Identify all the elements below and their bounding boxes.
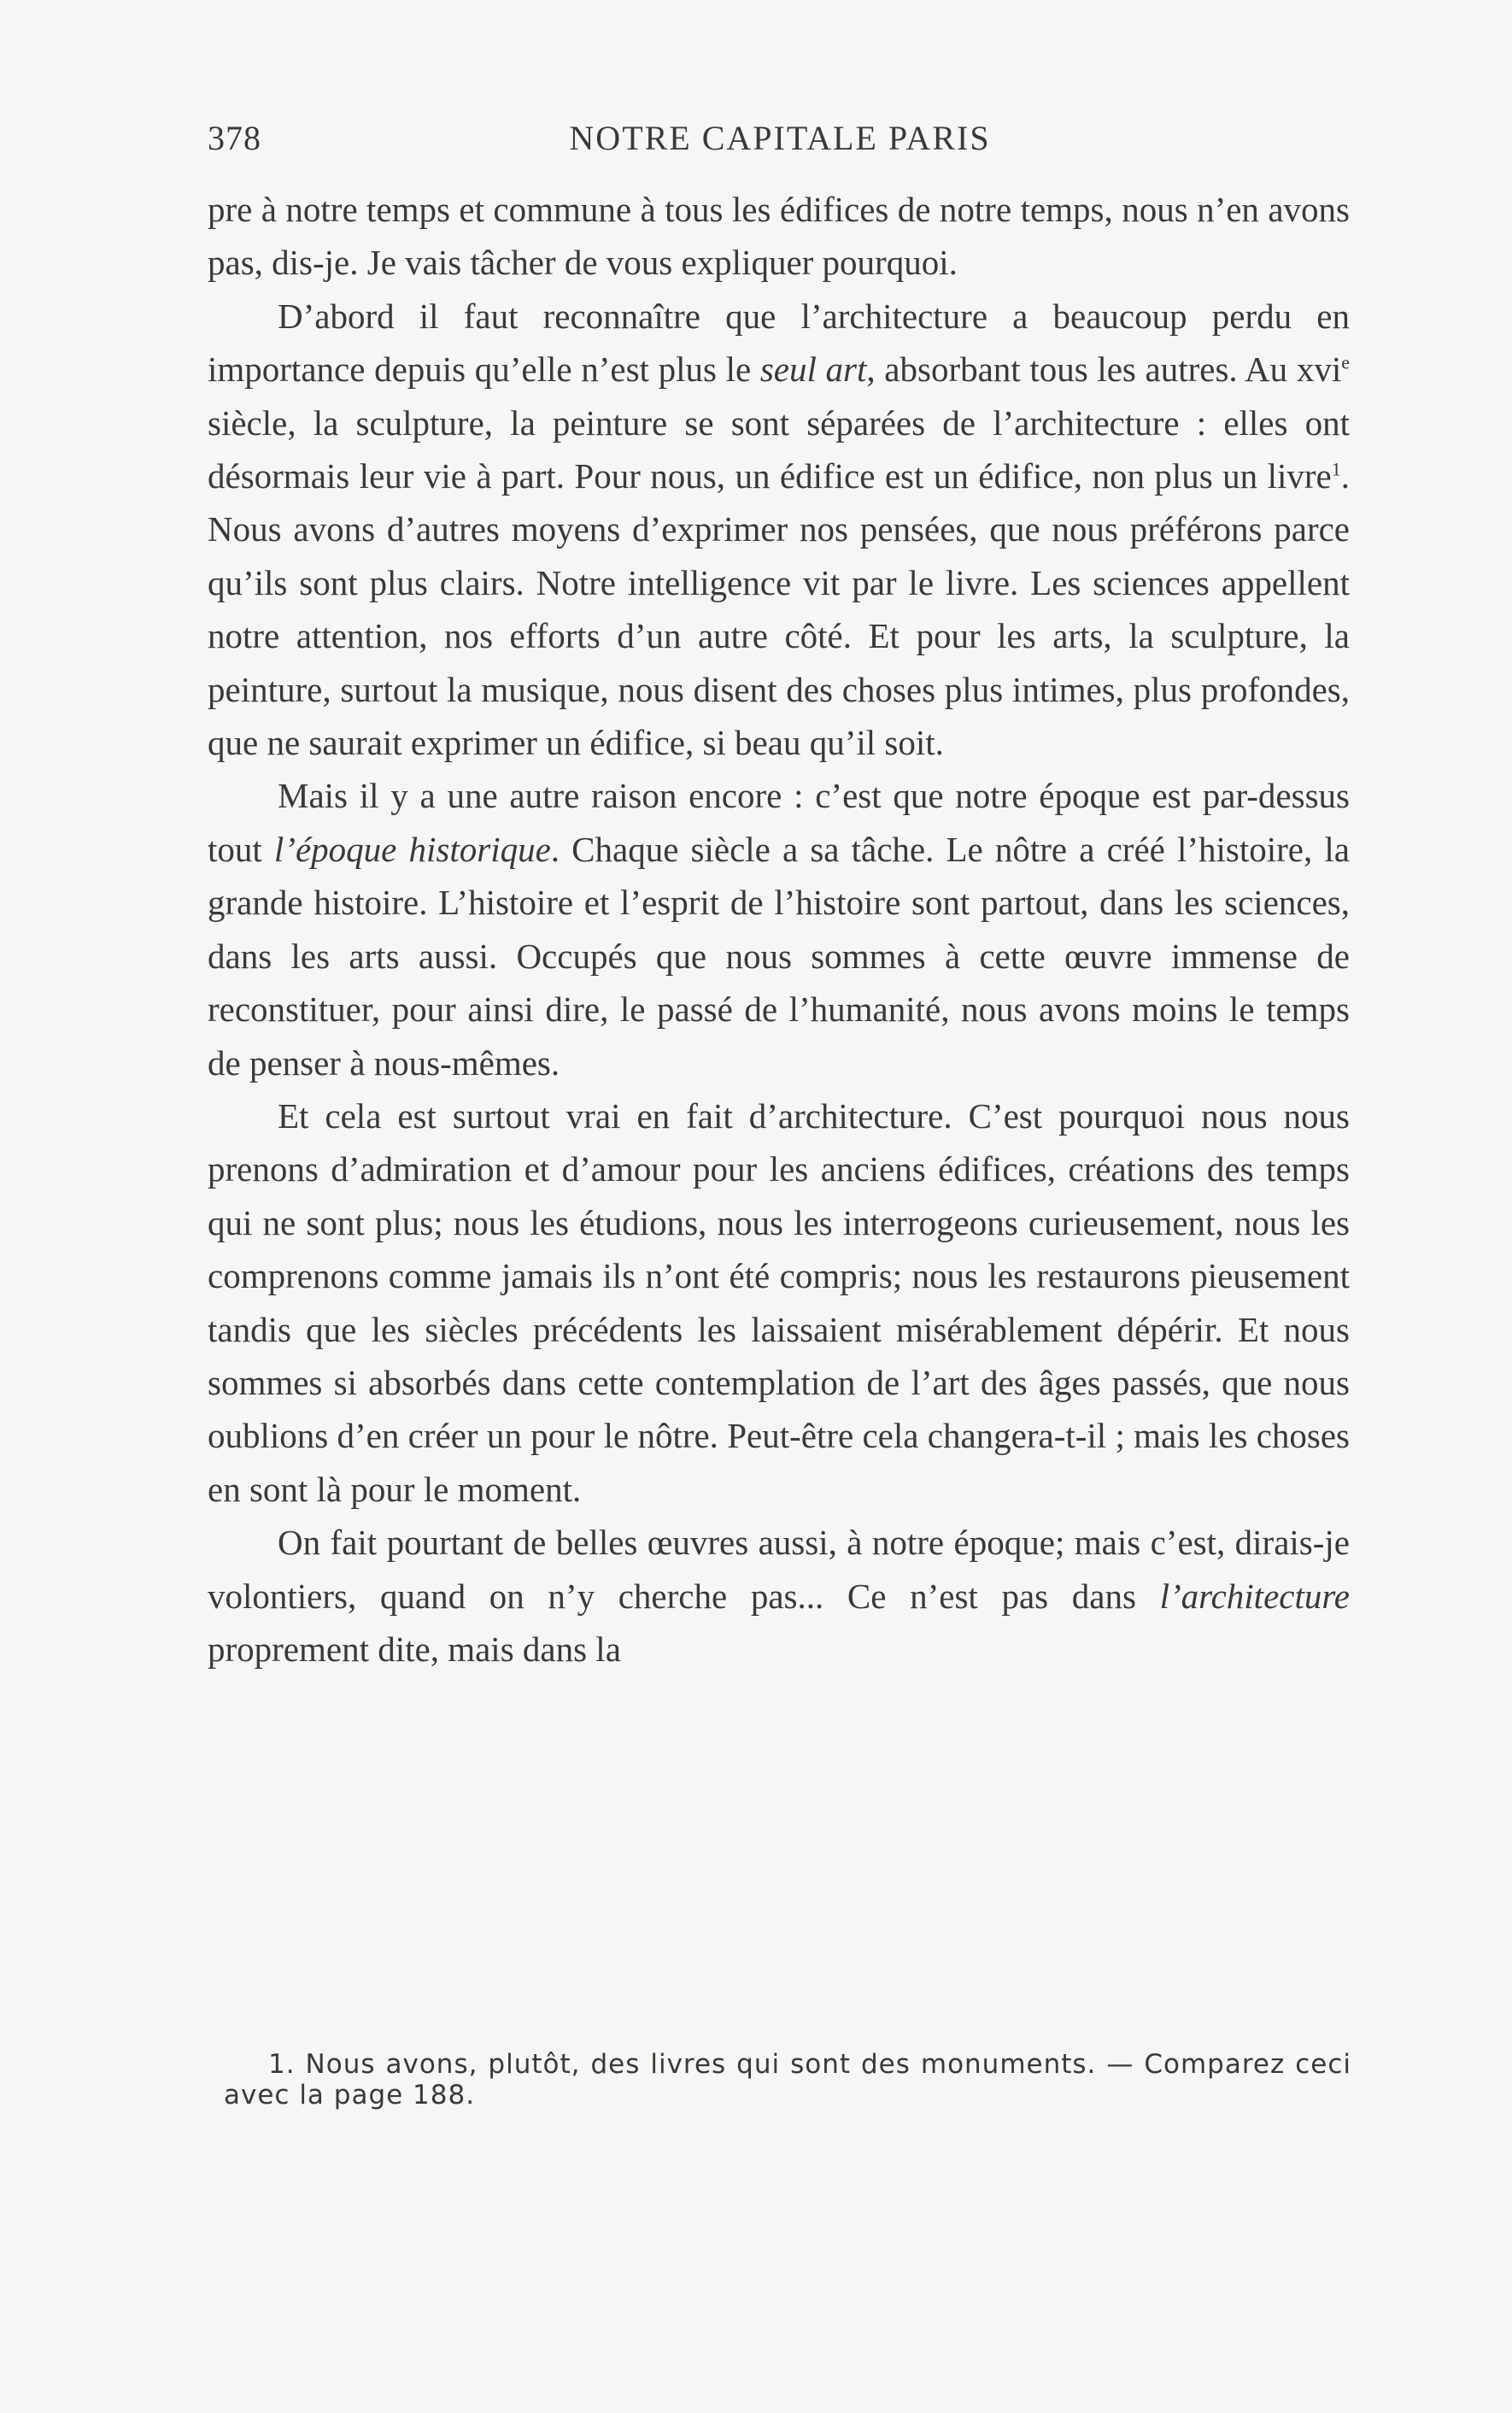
text-run: Mais il y a une autre raison encore : c’est que notre époque est par-dessus tout bbox=[208, 776, 1350, 869]
running-head bbox=[208, 118, 1352, 161]
text-run: proprement dite, mais dans la bbox=[208, 1629, 621, 1669]
paragraph bbox=[208, 183, 1350, 290]
text-run: pre à notre temps et commune à tous les édifices de notre temps, nous n’en avons pas, dis-je. Je vais tâcher de vous expliquer pourquoi. bbox=[208, 190, 1350, 283]
body-text bbox=[208, 183, 1350, 1676]
italic-text: l’architecture bbox=[1159, 1576, 1350, 1616]
italic-text: seul art bbox=[759, 349, 867, 390]
paragraph bbox=[208, 290, 1350, 770]
superscript: 1 bbox=[1331, 458, 1341, 480]
text-run: D’abord il faut reconnaître que l’architecture a beaucoup perdu en importance depuis qu’elle n’est plus le bbox=[208, 296, 1350, 390]
text-run: , absorbant tous les autres. Au bbox=[866, 349, 1297, 390]
paragraph bbox=[208, 1089, 1350, 1516]
text-run: . Chaque siècle a sa tâche. Le nôtre a créé l’histoire, la grande histoire. L’histoire et l’esprit de l’histoire sont partout, dans les sciences, dans les arts aussi. Occupés que nous sommes à cette œuvre immense de reconstituer, pour ainsi dire, le passé de l’humanité, nous avons moins le temps de penser à nous-mêmes. bbox=[208, 829, 1350, 1083]
text-run: . Nous avons d’autres moyens d’exprimer nos pensées, que nous préférons parce qu’ils sont plus clairs. Notre intelligence vit par le livre. Les sciences appellent notre attention, nos efforts d’un autre côté. Et pour les arts, la sculpture, la peinture, surtout la musique, nous disent des choses plus intimes, plus profondes, que ne saurait exprimer un édifice, si beau qu’il soit. bbox=[208, 456, 1350, 763]
text-run: siècle, la sculpture, la peinture se sont séparées de l’architecture : elles ont désormais leur vie à part. Pour nous, un édifice est un édifice, non plus un livre bbox=[208, 402, 1350, 496]
text-run: xvi bbox=[1296, 349, 1342, 390]
page-number: 378 bbox=[208, 119, 261, 157]
text-run: Et cela est surtout vrai en fait d’architecture. C’est pourquoi nous nous prenons d’admiration et d’amour pour les anciens édifices, créations des temps qui ne sont plus; nous les étudions, nous les interrogeons curieusement, nous les comprenons comme jamais ils n’ont été compris; nous les restaurons pieusement tandis que les siècles précédents les laissaient misérablement dépérir. Et nous sommes si absorbés dans cette contemplation de l’art des âges passés, que nous oublions d’en créer un pour le nôtre. Peut-être cela changera-t-il ; mais les choses en sont là pour le moment. bbox=[208, 1095, 1350, 1509]
italic-text: l’époque historique bbox=[273, 829, 551, 869]
paragraph bbox=[208, 1516, 1350, 1676]
running-title: NOTRE CAPITALE PARIS bbox=[569, 119, 991, 157]
footnote: 1. Nous avons, plutôt, des livres qui sont des monuments. — Comparez ceci avec la page 188. bbox=[224, 2049, 1351, 2111]
paragraph bbox=[208, 769, 1350, 1089]
superscript: e bbox=[1341, 351, 1350, 373]
text-run: On fait pourtant de belles œuvres aussi, à notre époque; mais c’est, dirais-je volontiers, quand on n’y cherche pas... Ce n’est pas dans bbox=[208, 1523, 1350, 1616]
footnotes bbox=[224, 2049, 1351, 2111]
